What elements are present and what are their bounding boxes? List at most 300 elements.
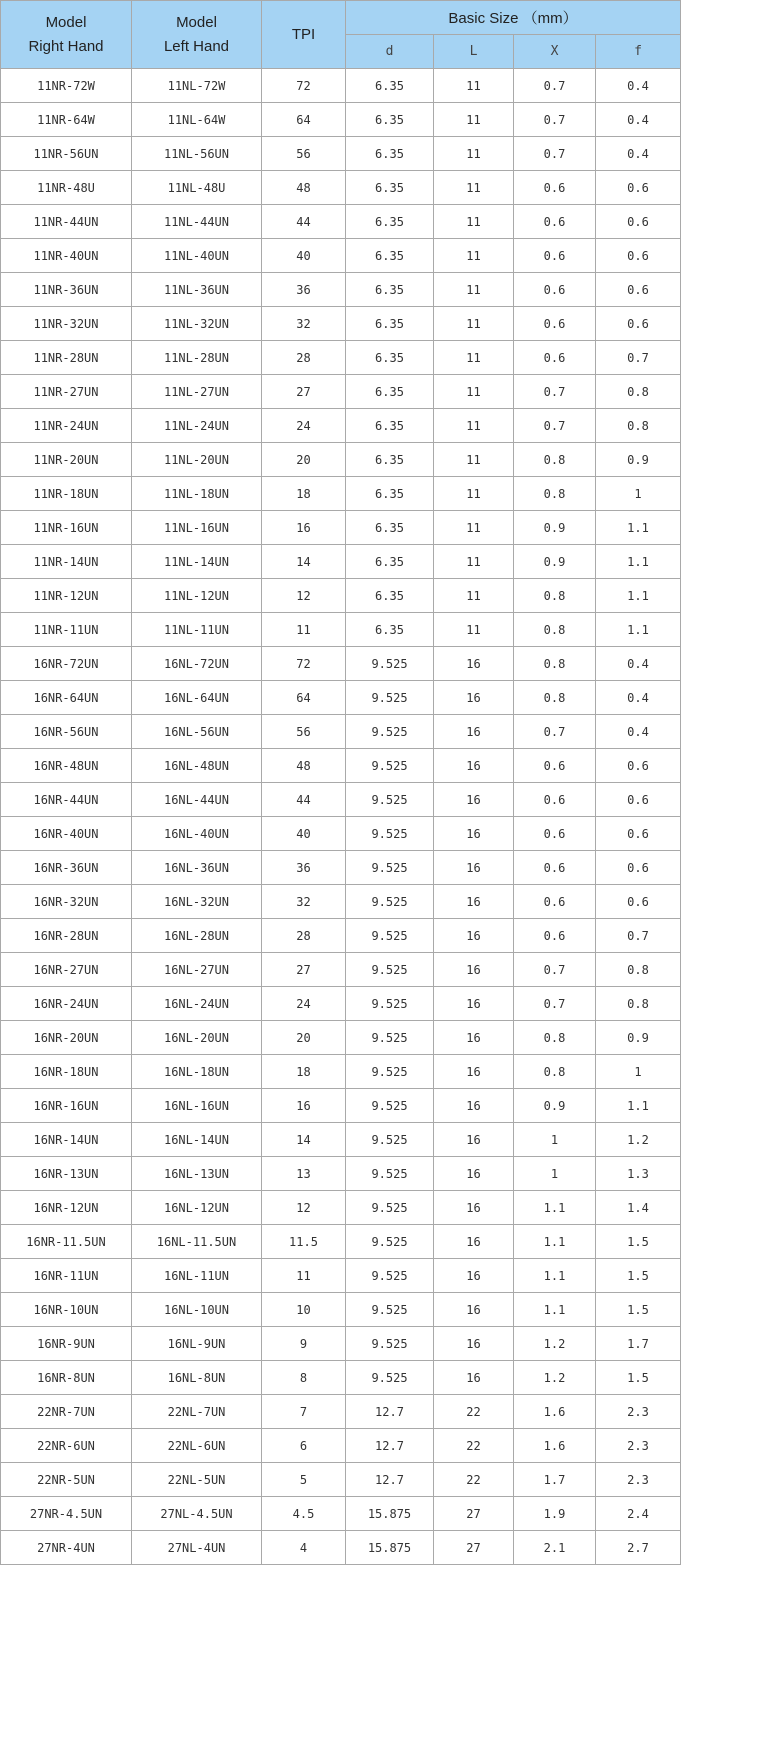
f-cell: 0.6 <box>596 885 681 919</box>
table-row <box>1 1055 681 1089</box>
x-cell: 1.1 <box>514 1293 596 1327</box>
col-header-model-right-line2: Right Hand <box>28 37 104 55</box>
model-right-cell: 11NR-40UN <box>1 239 132 273</box>
l-cell: 16 <box>434 1089 514 1123</box>
tpi-cell: 5 <box>262 1463 346 1497</box>
tpi-cell: 64 <box>262 681 346 715</box>
model-left-cell: 11NL-36UN <box>132 273 262 307</box>
tpi-cell: 32 <box>262 885 346 919</box>
l-cell: 16 <box>434 1225 514 1259</box>
f-cell: 1.1 <box>596 1089 681 1123</box>
model-right-cell: 11NR-72W <box>1 69 132 103</box>
tpi-cell: 12 <box>262 1191 346 1225</box>
l-cell: 11 <box>434 273 514 307</box>
x-cell: 0.6 <box>514 205 596 239</box>
table-row <box>1 239 681 273</box>
table-row <box>1 1157 681 1191</box>
d-cell: 9.525 <box>346 1021 434 1055</box>
l-cell: 11 <box>434 171 514 205</box>
model-left-cell: 11NL-14UN <box>132 545 262 579</box>
d-cell: 9.525 <box>346 1225 434 1259</box>
table-body <box>1 69 681 1565</box>
table-row <box>1 1395 681 1429</box>
tpi-cell: 20 <box>262 1021 346 1055</box>
f-cell: 0.8 <box>596 375 681 409</box>
model-left-cell: 16NL-64UN <box>132 681 262 715</box>
f-cell: 1.5 <box>596 1225 681 1259</box>
f-cell: 1.1 <box>596 545 681 579</box>
d-cell: 6.35 <box>346 579 434 613</box>
model-left-cell: 16NL-16UN <box>132 1089 262 1123</box>
table-row <box>1 443 681 477</box>
f-cell: 0.6 <box>596 783 681 817</box>
d-cell: 15.875 <box>346 1497 434 1531</box>
model-left-cell: 11NL-11UN <box>132 613 262 647</box>
f-cell: 1.1 <box>596 613 681 647</box>
table-row <box>1 375 681 409</box>
x-cell: 2.1 <box>514 1531 596 1565</box>
x-cell: 0.6 <box>514 885 596 919</box>
table-row <box>1 647 681 681</box>
model-right-cell: 11NR-18UN <box>1 477 132 511</box>
l-cell: 16 <box>434 715 514 749</box>
model-right-cell: 16NR-10UN <box>1 1293 132 1327</box>
col-header-model-right <box>1 1 132 69</box>
d-cell: 9.525 <box>346 681 434 715</box>
model-left-cell: 11NL-72W <box>132 69 262 103</box>
model-left-cell: 11NL-12UN <box>132 579 262 613</box>
tpi-cell: 8 <box>262 1361 346 1395</box>
d-cell: 6.35 <box>346 69 434 103</box>
table-row <box>1 579 681 613</box>
col-header-l: L <box>434 35 514 69</box>
model-left-cell: 16NL-27UN <box>132 953 262 987</box>
x-cell: 0.6 <box>514 851 596 885</box>
d-cell: 9.525 <box>346 1327 434 1361</box>
l-cell: 11 <box>434 239 514 273</box>
col-header-x: X <box>514 35 596 69</box>
d-cell: 6.35 <box>346 511 434 545</box>
l-cell: 11 <box>434 579 514 613</box>
table-row <box>1 1225 681 1259</box>
tpi-cell: 56 <box>262 137 346 171</box>
d-cell: 9.525 <box>346 1259 434 1293</box>
table-row <box>1 1021 681 1055</box>
x-cell: 0.8 <box>514 613 596 647</box>
d-cell: 9.525 <box>346 919 434 953</box>
x-cell: 0.7 <box>514 375 596 409</box>
x-cell: 0.9 <box>514 545 596 579</box>
model-right-cell: 16NR-40UN <box>1 817 132 851</box>
d-cell: 12.7 <box>346 1395 434 1429</box>
d-cell: 9.525 <box>346 817 434 851</box>
x-cell: 1 <box>514 1123 596 1157</box>
x-cell: 0.7 <box>514 715 596 749</box>
tpi-cell: 24 <box>262 987 346 1021</box>
x-cell: 0.8 <box>514 443 596 477</box>
table-row <box>1 205 681 239</box>
f-cell: 0.6 <box>596 171 681 205</box>
f-cell: 0.6 <box>596 817 681 851</box>
f-cell: 2.7 <box>596 1531 681 1565</box>
d-cell: 9.525 <box>346 1123 434 1157</box>
d-cell: 6.35 <box>346 171 434 205</box>
tpi-cell: 56 <box>262 715 346 749</box>
col-header-model-left-line1: Model <box>176 13 217 31</box>
model-left-cell: 11NL-27UN <box>132 375 262 409</box>
d-cell: 6.35 <box>346 341 434 375</box>
x-cell: 1.7 <box>514 1463 596 1497</box>
table-row <box>1 511 681 545</box>
l-cell: 11 <box>434 511 514 545</box>
x-cell: 0.6 <box>514 749 596 783</box>
model-right-cell: 16NR-13UN <box>1 1157 132 1191</box>
f-cell: 1.2 <box>596 1123 681 1157</box>
x-cell: 1 <box>514 1157 596 1191</box>
x-cell: 0.6 <box>514 171 596 205</box>
tpi-cell: 20 <box>262 443 346 477</box>
d-cell: 6.35 <box>346 239 434 273</box>
model-right-cell: 16NR-18UN <box>1 1055 132 1089</box>
tpi-cell: 4 <box>262 1531 346 1565</box>
table-row <box>1 103 681 137</box>
f-cell: 0.9 <box>596 1021 681 1055</box>
x-cell: 0.9 <box>514 511 596 545</box>
l-cell: 16 <box>434 1123 514 1157</box>
table-row <box>1 885 681 919</box>
table-row <box>1 681 681 715</box>
f-cell: 0.9 <box>596 443 681 477</box>
model-left-cell: 16NL-24UN <box>132 987 262 1021</box>
l-cell: 16 <box>434 1191 514 1225</box>
tpi-cell: 32 <box>262 307 346 341</box>
model-right-cell: 16NR-14UN <box>1 1123 132 1157</box>
l-cell: 16 <box>434 681 514 715</box>
table-row <box>1 69 681 103</box>
model-right-cell: 16NR-64UN <box>1 681 132 715</box>
d-cell: 6.35 <box>346 409 434 443</box>
x-cell: 1.1 <box>514 1191 596 1225</box>
tpi-cell: 24 <box>262 409 346 443</box>
x-cell: 0.8 <box>514 1021 596 1055</box>
l-cell: 11 <box>434 137 514 171</box>
d-cell: 9.525 <box>346 715 434 749</box>
model-left-cell: 11NL-64W <box>132 103 262 137</box>
d-cell: 6.35 <box>346 307 434 341</box>
d-cell: 15.875 <box>346 1531 434 1565</box>
model-left-cell: 16NL-10UN <box>132 1293 262 1327</box>
l-cell: 16 <box>434 953 514 987</box>
f-cell: 0.7 <box>596 919 681 953</box>
l-cell: 16 <box>434 851 514 885</box>
d-cell: 9.525 <box>346 987 434 1021</box>
model-right-cell: 11NR-48U <box>1 171 132 205</box>
f-cell: 2.3 <box>596 1429 681 1463</box>
tpi-cell: 72 <box>262 647 346 681</box>
model-right-cell: 11NR-36UN <box>1 273 132 307</box>
f-cell: 0.8 <box>596 409 681 443</box>
d-cell: 6.35 <box>346 477 434 511</box>
f-cell: 0.8 <box>596 953 681 987</box>
table-row <box>1 137 681 171</box>
x-cell: 1.9 <box>514 1497 596 1531</box>
table-row <box>1 307 681 341</box>
l-cell: 11 <box>434 477 514 511</box>
model-right-cell: 16NR-20UN <box>1 1021 132 1055</box>
d-cell: 9.525 <box>346 1055 434 1089</box>
l-cell: 22 <box>434 1395 514 1429</box>
d-cell: 6.35 <box>346 137 434 171</box>
model-left-cell: 16NL-72UN <box>132 647 262 681</box>
f-cell: 0.6 <box>596 205 681 239</box>
model-right-cell: 11NR-12UN <box>1 579 132 613</box>
table-row <box>1 1089 681 1123</box>
tpi-cell: 28 <box>262 919 346 953</box>
f-cell: 1.4 <box>596 1191 681 1225</box>
model-right-cell: 22NR-6UN <box>1 1429 132 1463</box>
d-cell: 9.525 <box>346 1293 434 1327</box>
model-right-cell: 16NR-27UN <box>1 953 132 987</box>
model-right-cell: 16NR-9UN <box>1 1327 132 1361</box>
model-right-cell: 11NR-64W <box>1 103 132 137</box>
model-right-cell: 16NR-8UN <box>1 1361 132 1395</box>
tpi-cell: 13 <box>262 1157 346 1191</box>
f-cell: 0.8 <box>596 987 681 1021</box>
x-cell: 1.6 <box>514 1429 596 1463</box>
tpi-cell: 27 <box>262 375 346 409</box>
d-cell: 9.525 <box>346 1089 434 1123</box>
tpi-cell: 16 <box>262 1089 346 1123</box>
l-cell: 16 <box>434 885 514 919</box>
model-right-cell: 22NR-5UN <box>1 1463 132 1497</box>
model-left-cell: 22NL-6UN <box>132 1429 262 1463</box>
table-row <box>1 1463 681 1497</box>
l-cell: 16 <box>434 1157 514 1191</box>
model-right-cell: 11NR-11UN <box>1 613 132 647</box>
tpi-cell: 36 <box>262 851 346 885</box>
x-cell: 1.1 <box>514 1259 596 1293</box>
l-cell: 11 <box>434 545 514 579</box>
tpi-cell: 44 <box>262 783 346 817</box>
table-row <box>1 545 681 579</box>
model-right-cell: 16NR-56UN <box>1 715 132 749</box>
model-left-cell: 16NL-32UN <box>132 885 262 919</box>
table-row <box>1 749 681 783</box>
tpi-cell: 18 <box>262 477 346 511</box>
model-left-cell: 11NL-48U <box>132 171 262 205</box>
model-right-cell: 11NR-56UN <box>1 137 132 171</box>
f-cell: 1.1 <box>596 511 681 545</box>
model-left-cell: 22NL-7UN <box>132 1395 262 1429</box>
l-cell: 16 <box>434 817 514 851</box>
table-row <box>1 1259 681 1293</box>
model-right-cell: 16NR-11UN <box>1 1259 132 1293</box>
tpi-cell: 11 <box>262 1259 346 1293</box>
d-cell: 9.525 <box>346 953 434 987</box>
table-row <box>1 851 681 885</box>
tpi-cell: 14 <box>262 545 346 579</box>
table-header <box>1 1 681 69</box>
model-left-cell: 16NL-18UN <box>132 1055 262 1089</box>
table-row <box>1 341 681 375</box>
model-right-cell: 16NR-48UN <box>1 749 132 783</box>
x-cell: 0.6 <box>514 239 596 273</box>
f-cell: 0.6 <box>596 307 681 341</box>
table-row <box>1 273 681 307</box>
x-cell: 0.7 <box>514 409 596 443</box>
d-cell: 9.525 <box>346 647 434 681</box>
tpi-cell: 12 <box>262 579 346 613</box>
model-right-cell: 16NR-28UN <box>1 919 132 953</box>
d-cell: 6.35 <box>346 375 434 409</box>
table-row <box>1 1327 681 1361</box>
x-cell: 0.8 <box>514 579 596 613</box>
model-right-cell: 16NR-16UN <box>1 1089 132 1123</box>
d-cell: 9.525 <box>346 783 434 817</box>
x-cell: 0.7 <box>514 953 596 987</box>
model-right-cell: 22NR-7UN <box>1 1395 132 1429</box>
tpi-cell: 72 <box>262 69 346 103</box>
table-row <box>1 613 681 647</box>
f-cell: 0.4 <box>596 137 681 171</box>
tpi-cell: 48 <box>262 171 346 205</box>
col-header-model-left <box>132 1 262 69</box>
model-left-cell: 16NL-11UN <box>132 1259 262 1293</box>
f-cell: 0.4 <box>596 103 681 137</box>
tpi-cell: 27 <box>262 953 346 987</box>
f-cell: 1.1 <box>596 579 681 613</box>
x-cell: 0.8 <box>514 647 596 681</box>
tpi-cell: 64 <box>262 103 346 137</box>
model-right-cell: 16NR-11.5UN <box>1 1225 132 1259</box>
f-cell: 0.6 <box>596 273 681 307</box>
l-cell: 11 <box>434 205 514 239</box>
model-right-cell: 11NR-16UN <box>1 511 132 545</box>
tpi-cell: 40 <box>262 817 346 851</box>
table-row <box>1 919 681 953</box>
tpi-cell: 36 <box>262 273 346 307</box>
l-cell: 11 <box>434 443 514 477</box>
l-cell: 11 <box>434 103 514 137</box>
tpi-cell: 44 <box>262 205 346 239</box>
model-left-cell: 27NL-4.5UN <box>132 1497 262 1531</box>
table-row <box>1 1123 681 1157</box>
tpi-cell: 28 <box>262 341 346 375</box>
model-left-cell: 11NL-56UN <box>132 137 262 171</box>
d-cell: 6.35 <box>346 103 434 137</box>
x-cell: 0.8 <box>514 681 596 715</box>
x-cell: 0.7 <box>514 987 596 1021</box>
table-row <box>1 477 681 511</box>
d-cell: 6.35 <box>346 205 434 239</box>
model-left-cell: 16NL-12UN <box>132 1191 262 1225</box>
table-row <box>1 987 681 1021</box>
x-cell: 0.6 <box>514 341 596 375</box>
l-cell: 11 <box>434 307 514 341</box>
tpi-cell: 14 <box>262 1123 346 1157</box>
f-cell: 0.6 <box>596 749 681 783</box>
f-cell: 0.4 <box>596 69 681 103</box>
x-cell: 1.6 <box>514 1395 596 1429</box>
model-left-cell: 16NL-11.5UN <box>132 1225 262 1259</box>
tpi-cell: 10 <box>262 1293 346 1327</box>
tpi-cell: 18 <box>262 1055 346 1089</box>
table-row <box>1 409 681 443</box>
l-cell: 16 <box>434 647 514 681</box>
l-cell: 22 <box>434 1463 514 1497</box>
x-cell: 0.7 <box>514 103 596 137</box>
x-cell: 1.2 <box>514 1327 596 1361</box>
x-cell: 0.7 <box>514 69 596 103</box>
tpi-cell: 48 <box>262 749 346 783</box>
l-cell: 16 <box>434 987 514 1021</box>
x-cell: 0.8 <box>514 1055 596 1089</box>
model-left-cell: 16NL-8UN <box>132 1361 262 1395</box>
model-right-cell: 11NR-14UN <box>1 545 132 579</box>
l-cell: 27 <box>434 1497 514 1531</box>
model-right-cell: 11NR-24UN <box>1 409 132 443</box>
l-cell: 16 <box>434 1021 514 1055</box>
d-cell: 9.525 <box>346 851 434 885</box>
f-cell: 1.5 <box>596 1293 681 1327</box>
x-cell: 0.6 <box>514 919 596 953</box>
model-left-cell: 11NL-16UN <box>132 511 262 545</box>
col-header-basic-size: Basic Size （mm） <box>346 1 681 35</box>
f-cell: 1.3 <box>596 1157 681 1191</box>
d-cell: 6.35 <box>346 443 434 477</box>
model-right-cell: 16NR-72UN <box>1 647 132 681</box>
table-row <box>1 953 681 987</box>
l-cell: 16 <box>434 749 514 783</box>
header-row-top <box>1 1 681 35</box>
model-right-cell: 16NR-44UN <box>1 783 132 817</box>
model-right-cell: 11NR-27UN <box>1 375 132 409</box>
d-cell: 9.525 <box>346 1361 434 1395</box>
l-cell: 27 <box>434 1531 514 1565</box>
table-row <box>1 1293 681 1327</box>
model-right-cell: 11NR-28UN <box>1 341 132 375</box>
model-left-cell: 22NL-5UN <box>132 1463 262 1497</box>
table-row <box>1 783 681 817</box>
tpi-cell: 7 <box>262 1395 346 1429</box>
model-left-cell: 11NL-28UN <box>132 341 262 375</box>
d-cell: 9.525 <box>346 1157 434 1191</box>
f-cell: 0.4 <box>596 681 681 715</box>
model-right-cell: 16NR-32UN <box>1 885 132 919</box>
table-row <box>1 1429 681 1463</box>
f-cell: 0.4 <box>596 715 681 749</box>
l-cell: 22 <box>434 1429 514 1463</box>
model-left-cell: 16NL-48UN <box>132 749 262 783</box>
model-left-cell: 16NL-36UN <box>132 851 262 885</box>
l-cell: 16 <box>434 783 514 817</box>
f-cell: 0.7 <box>596 341 681 375</box>
model-left-cell: 11NL-40UN <box>132 239 262 273</box>
model-left-cell: 27NL-4UN <box>132 1531 262 1565</box>
model-right-cell: 27NR-4.5UN <box>1 1497 132 1531</box>
d-cell: 12.7 <box>346 1429 434 1463</box>
tpi-cell: 6 <box>262 1429 346 1463</box>
x-cell: 1.1 <box>514 1225 596 1259</box>
model-left-cell: 11NL-18UN <box>132 477 262 511</box>
x-cell: 0.9 <box>514 1089 596 1123</box>
l-cell: 16 <box>434 1293 514 1327</box>
model-right-cell: 27NR-4UN <box>1 1531 132 1565</box>
x-cell: 0.7 <box>514 137 596 171</box>
model-left-cell: 11NL-32UN <box>132 307 262 341</box>
d-cell: 9.525 <box>346 885 434 919</box>
f-cell: 0.6 <box>596 239 681 273</box>
